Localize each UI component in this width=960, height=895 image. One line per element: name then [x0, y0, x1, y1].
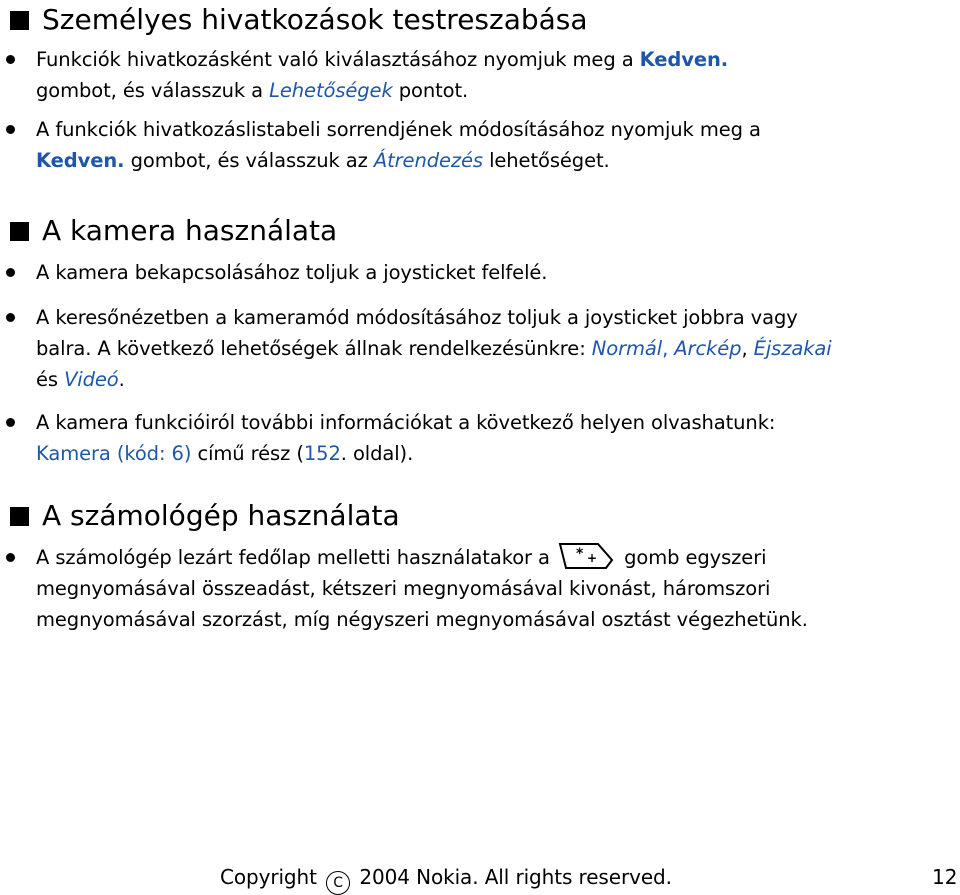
- item-text: A kamera bekapcsolásához toljuk a joysticket felfelé.: [36, 261, 548, 284]
- item-text: gomb egyszeri megnyomásával összeadást, kétszeri megnyomásával kivonást, háromszori megnyomásával szorzást, míg négyszeri megnyomásával osztást végezhetünk.: [36, 546, 808, 631]
- item-text: lehetőséget.: [482, 149, 610, 172]
- item-text: . oldal).: [340, 442, 414, 465]
- copyright-text: 2004 Nokia. All rights reserved.: [359, 865, 672, 889]
- item-text: A keresőnézetben a kameramód módosításához toljuk a joysticket jobbra vagy balra. A következő lehetőségek állnak rendelkezésünkre:: [36, 306, 798, 360]
- bullet-icon: [6, 418, 15, 427]
- list-item: [0, 257, 960, 288]
- list-item: [0, 114, 796, 176]
- separator: és: [36, 368, 65, 391]
- separator: ,: [741, 337, 754, 360]
- bullet-icon: [6, 125, 15, 134]
- item-text: című rész (: [191, 442, 304, 465]
- section-calculator: [0, 498, 960, 635]
- bullet-list: [0, 44, 960, 176]
- heading-text: A kamera használata: [42, 214, 338, 247]
- copyright-text: Copyright: [220, 865, 317, 889]
- option-label: Arckép: [674, 337, 742, 360]
- cross-reference-link[interactable]: Kamera (kód: 6): [36, 442, 192, 465]
- list-item: [0, 302, 836, 395]
- bullet-icon: [6, 55, 15, 64]
- bullet-list: [0, 542, 960, 635]
- list-item: [0, 44, 736, 106]
- option-label: Videó: [64, 368, 119, 391]
- heading-square-icon: [10, 11, 29, 30]
- copyright-symbol-icon: C: [326, 871, 350, 895]
- page-reference-link[interactable]: 152: [303, 442, 341, 465]
- key-label: Kedven.: [36, 149, 125, 172]
- item-text: gombot, és válasszuk a: [36, 79, 270, 102]
- copyright-footer: [220, 862, 672, 895]
- bullet-list: [0, 257, 960, 469]
- heading-text: Személyes hivatkozások testreszabása: [42, 3, 588, 36]
- separator: ,: [662, 337, 675, 360]
- item-text: A számológép lezárt fedőlap melletti használatakor a: [36, 546, 550, 569]
- list-item: [0, 542, 826, 635]
- option-label: Lehetőségek: [269, 79, 393, 102]
- page-number: 12: [932, 865, 958, 889]
- list-item: [0, 407, 836, 469]
- bullet-icon: [6, 553, 15, 562]
- section-heading: [0, 2, 960, 38]
- heading-square-icon: [10, 222, 29, 241]
- heading-square-icon: [10, 507, 29, 526]
- section-heading: [0, 498, 960, 534]
- section-heading: [0, 213, 960, 249]
- section-personal-shortcuts: [0, 2, 960, 176]
- item-text: A kamera funkcióiról további információkat a következő helyen olvashatunk:: [36, 411, 776, 434]
- star-plus-key-icon: [558, 540, 614, 570]
- bullet-icon: [6, 313, 15, 322]
- option-label: Éjszakai: [753, 337, 832, 360]
- item-text: gombot, és válasszuk az: [124, 149, 374, 172]
- item-text: Funkciók hivatkozásként való kiválasztásához nyomjuk meg a: [36, 48, 640, 71]
- svg-text:*: *: [576, 545, 584, 562]
- bullet-icon: [6, 268, 15, 277]
- item-text: pontot.: [392, 79, 469, 102]
- item-text: .: [118, 368, 125, 391]
- svg-text:+: +: [587, 550, 597, 565]
- option-label: Átrendezés: [373, 149, 483, 172]
- heading-text: A számológép használata: [42, 499, 400, 532]
- item-text: A funkciók hivatkozáslistabeli sorrendjének módosításához nyomjuk meg a: [36, 118, 761, 141]
- section-camera: [0, 213, 960, 469]
- option-label: Normál: [591, 337, 663, 360]
- key-label: Kedven.: [639, 48, 729, 71]
